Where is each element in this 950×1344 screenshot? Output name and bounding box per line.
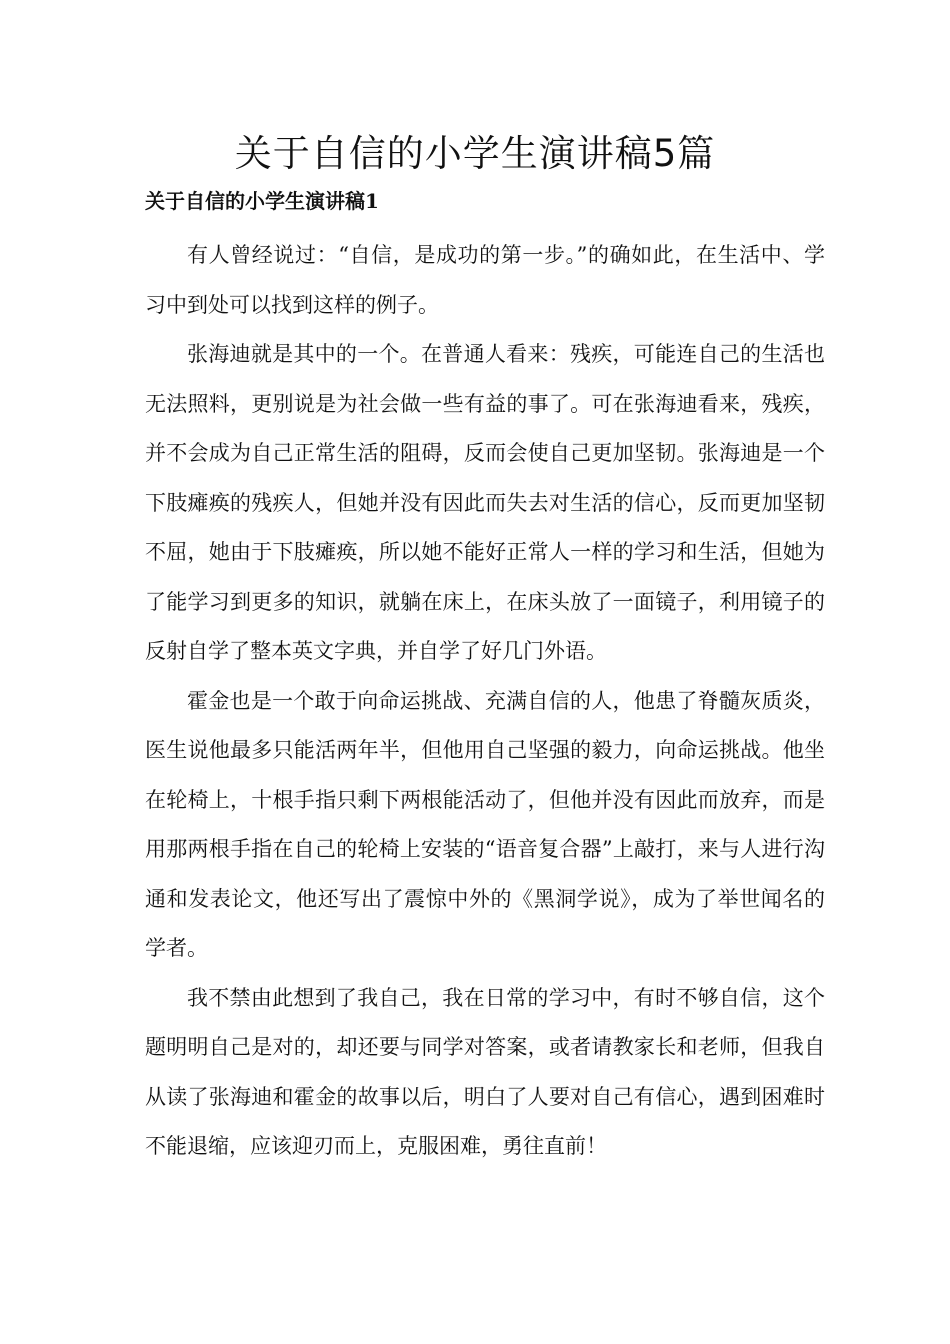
paragraph: 我不禁由此想到了我自己，我在日常的学习中，有时不够自信，这个题明明自己是对的，却还要与同学对答案，或者请教家长和老师，但我自从读了张海迪和霍金的故事以后，明白了人要对自己有信心，遇到困难时不能退缩，应该迎刃而上，克服困难，勇往直前！ bbox=[145, 985, 825, 1158]
paragraph: 霍金也是一个敢于向命运挑战、充满自信的人，他患了脊髓灰质炎，医生说他最多只能活两年半，但他用自己坚强的毅力，向命运挑战。他坐在轮椅上，十根手指只剩下两根能活动了，但他并没有因此而放弃，而是用那两根手指在自己的轮椅上安装的“语音复合器”上敲打，来与人进行沟通和发表论文，他还写出了震惊中外的《黑洞学说》，成为了举世闻名的学者。 bbox=[145, 688, 825, 960]
paragraph: 有人曾经说过：“自信，是成功的第一步。”的确如此，在生活中、学习中到处可以找到这样的例子。 bbox=[145, 243, 825, 317]
paragraph: 张海迪就是其中的一个。在普通人看来：残疾，可能连自己的生活也无法照料，更别说是为社会做一些有益的事了。可在张海迪看来，残疾，并不会成为自己正常生活的阻碍，反而会使自己更加坚韧。张海迪是一个下肢瘫痪的残疾人，但她并没有因此而失去对生活的信心，反而更加坚韧不屈，她由于下肢瘫痪，所以她不能好正常人一样的学习和生活，但她为了能学习到更多的知识，就躺在床上，在床头放了一面镜子，利用镜子的反射自学了整本英文字典，并自学了好几门外语。 bbox=[145, 342, 825, 663]
section-title: 关于自信的小学生演讲稿1 bbox=[145, 189, 379, 213]
document-body bbox=[145, 231, 825, 1172]
document-title: 关于自信的小学生演讲稿5篇 bbox=[234, 132, 716, 175]
